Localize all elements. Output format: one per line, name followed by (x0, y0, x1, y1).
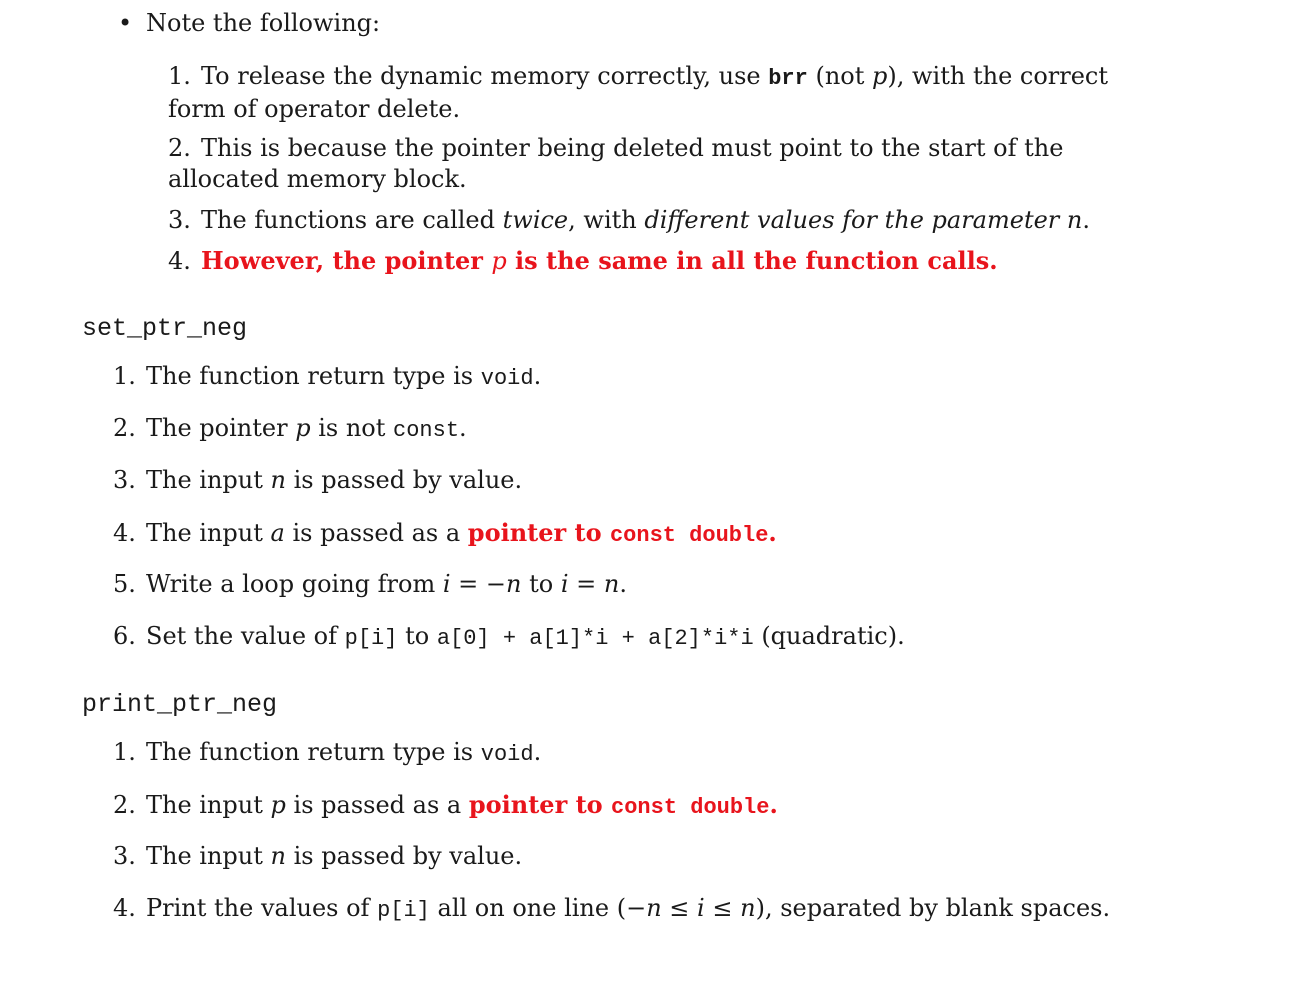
note-item-3: 3. The functions are called twice, with different values for the parameter n. (168, 206, 1091, 234)
set-item-2: 2. The pointer p is not const. (113, 414, 467, 443)
note-label: Note the following: (146, 9, 381, 37)
note-bullet-line (118, 8, 380, 39)
print-item-4: 4. Print the values of p[i] all on one line (−n ≤ i ≤ n), separated by blank spaces. (113, 894, 1111, 923)
print-item-3: 3. The input n is passed by value. (113, 842, 523, 870)
set-ptr-neg-heading: set_ptr_neg (82, 314, 248, 343)
print-item-2: 2. The input p is passed as a pointer to const double. (113, 790, 778, 820)
note-item-4: 4. However, the pointer p is the same in all the function calls. (168, 246, 998, 275)
set-item-3: 3. The input n is passed by value. (113, 466, 523, 494)
note-item-1: 1. To release the dynamic memory correctly, use brr (not p), with the correct form of operator delete. (168, 62, 1109, 123)
note-item-2: 2. This is because the pointer being deleted must point to the start of the allocated memory block. (168, 134, 1064, 193)
print-ptr-neg-heading: print_ptr_neg (82, 690, 278, 719)
set-item-6: 6. Set the value of p[i] to a[0] + a[1]*i + a[2]*i*i (quadratic). (113, 622, 905, 651)
set-item-5: 5. Write a loop going from i = −n to i = n. (113, 570, 628, 598)
print-item-1: 1. The function return type is void. (113, 738, 542, 767)
bullet-icon: • (118, 9, 133, 37)
set-item-1: 1. The function return type is void. (113, 362, 542, 391)
set-item-4: 4. The input a is passed as a pointer to const double. (113, 518, 777, 548)
